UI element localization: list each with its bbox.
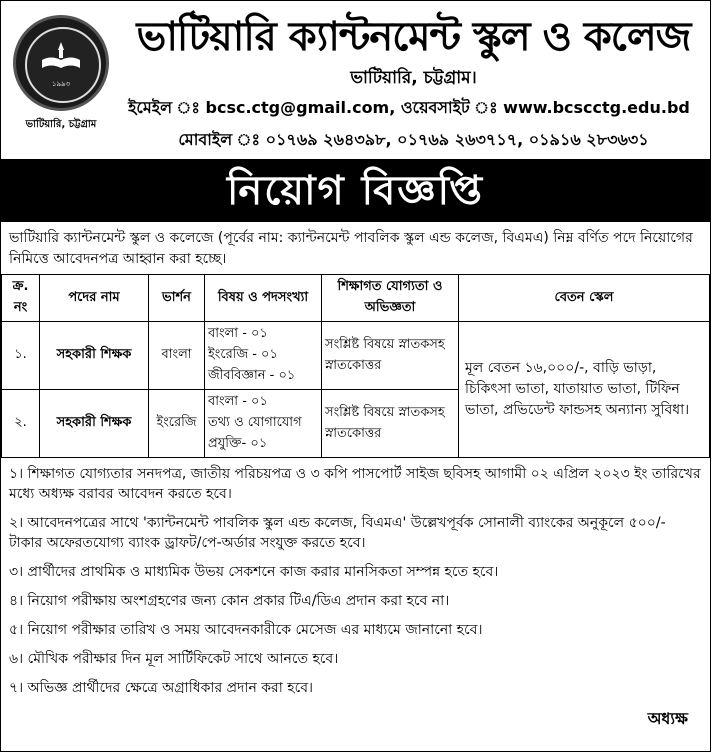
row-version: ইংরেজি xyxy=(149,390,205,458)
school-location: ভাটিয়ারি, চট্টগ্রাম। xyxy=(350,68,477,88)
row-subjects xyxy=(205,390,322,458)
header xyxy=(1,1,710,160)
table-row xyxy=(2,322,710,390)
subject-line: বাংলা - ০১ xyxy=(208,326,268,341)
header-subjects: বিষয় ও পদসংখ্যা xyxy=(205,275,322,322)
header-version: ভার্শন xyxy=(149,275,205,322)
subject-line: প্রযুক্তি- ০১ xyxy=(208,436,268,451)
book-torch-icon xyxy=(40,40,82,70)
row-qualification: সংশ্লিষ্ট বিষয়ে স্নাতকসহ স্নাতকোত্তর xyxy=(322,390,459,458)
condition-item: ২। আবেদনপত্রের সাথে 'ক্যান্টনমেন্ট পাবলিক স্কুল এন্ড কলেজ, বিএমএ' উল্লেখপূর্বক সোনালী ব্যাংকের অনুকূলে ৫০০/- টাকার অফেরতযোগ্য ব্যাংক ড্রাফট/পে-অর্ডার সংযুক্ত করতে হবে। xyxy=(9,515,666,551)
row-post: সহকারী শিক্ষক xyxy=(40,390,149,458)
condition-item: ৪। নিয়োগ পরীক্ষায় অংশগ্রহণের জন্য কোন প্রকার টিএ/ডিএ প্রদান করা হবে না। xyxy=(9,593,450,609)
contact-email-website: ইমেইল ঃ bcsc.ctg@gmail.com, ওয়েবসাইট ঃ www.bcscctg.edu.bd xyxy=(128,98,690,117)
row-qualification: সংশ্লিষ্ট বিষয়ে স্নাতকসহ স্নাতকোত্তর xyxy=(322,322,459,390)
intro-paragraph: ভাটিয়ারি ক্যান্টনমেন্ট স্কুল ও কলেজে (পূর্বের নাম: ক্যান্টনমেন্ট পাবলিক স্কুল এন্ড কলেজ, বিএমএ) নিম্ন বর্ণিত পদে নিয়োগের নিমিত্তে আবেদনপত্র আহ্বান করা হচ্ছে। xyxy=(9,230,693,267)
conditions-list xyxy=(1,458,710,698)
principal-signature: অধ্যক্ষ xyxy=(647,709,688,728)
school-name: ভাটিয়ারি ক্যান্টনমেন্ট স্কুল ও কলেজ xyxy=(136,14,691,60)
header-salary: বেতন স্কেল xyxy=(459,275,710,322)
contact-mobile: মোবাইল ঃ ০১৭৬৯ ২৬৪৩৯৮, ০১৭৬৯ ২৬৩৭১৭, ০১৯১৬ ২৮৩৬৩১ xyxy=(178,130,649,149)
subject-line: জীববিজ্ঞান - ০১ xyxy=(208,368,296,383)
header-post: পদের নাম xyxy=(40,275,149,322)
school-logo xyxy=(13,15,109,111)
subject-line: ইংরেজি - ০১ xyxy=(208,347,278,362)
subject-line: তথ্য ও যোগাযোগ xyxy=(208,415,302,430)
row-serial: ১. xyxy=(2,322,40,390)
condition-item: ৫। নিয়োগ পরীক্ষার তারিখ ও সময় আবেদনকারীকে মেসেজ এর মাধ্যমে জানানো হবে। xyxy=(9,622,483,638)
row-subjects xyxy=(205,322,322,390)
header-qualification: শিক্ষাগত যোগ্যতা ও অভিজ্ঞতা xyxy=(322,275,459,322)
row-post: সহকারী শিক্ষক xyxy=(40,322,149,390)
row-version: বাংলা xyxy=(149,322,205,390)
table-header-row xyxy=(2,275,710,322)
condition-item: ৩। প্রার্থীদের প্রাথমিক ও মাধ্যমিক উভয় সেকশনে কাজ করার মানসিকতা সম্পন্ন হতে হবে। xyxy=(9,564,499,580)
header-serial: ক্র. নং xyxy=(2,275,40,322)
condition-item: ৭। অভিজ্ঞ প্রার্থীদের ক্ষেত্রে অগ্রাধিকার প্রদান করা হবে। xyxy=(9,680,314,696)
notice-title-banner: নিয়োগ বিজ্ঞপ্তি xyxy=(1,160,710,222)
vacancy-table xyxy=(1,274,710,458)
logo-year: ১৯৯৩ xyxy=(51,80,71,88)
row-serial: ২. xyxy=(2,390,40,458)
logo-caption: ভাটিয়ারি, চট্টগ্রাম xyxy=(25,119,97,130)
salary-scale: মূল বেতন ১৬,০০০/-, বাড়ি ভাড়া, চিকিৎসা ভাতা, যাতায়াত ভাতা, টিফিন ভাতা, প্রভিডেন্ট ফান্ডসহ অন্যান্য সুবিধা। xyxy=(459,322,710,458)
subject-line: বাংলা - ০১ xyxy=(208,394,268,409)
condition-item: ৬। মৌখিক পরীক্ষার দিন মূল সার্টিফিকেট সাথে আনতে হবে। xyxy=(9,651,339,667)
condition-item: ১। শিক্ষাগত যোগ্যতার সনদপত্র, জাতীয় পরিচয়পত্র ও ৩ কপি পাসপোর্ট সাইজ ছবিসহ আগামী ০২ এপ্রিল ২০২৩ ইং তারিখের মধ্যে অধ্যক্ষ বরাবর আবেদন করতে হবে। xyxy=(9,466,701,502)
